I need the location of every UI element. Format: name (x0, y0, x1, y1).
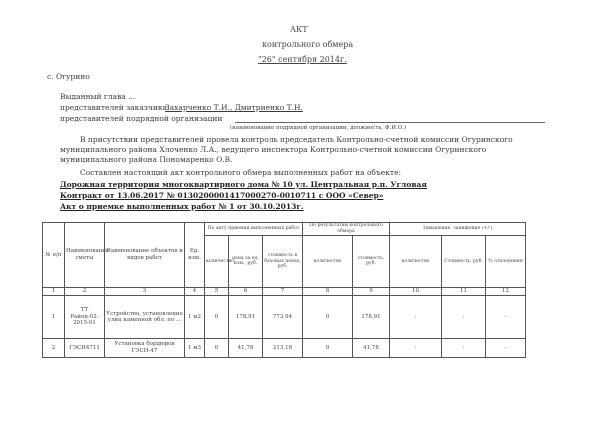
body-p2: муниципального района Хлоченко Л.А., ведущего инспектора Контрольно-счетной комиссии Огуринского (60, 145, 487, 154)
row-d-note: - (486, 296, 526, 339)
index-cell: 10 (390, 287, 442, 296)
row-code: ГЭСН4711 (65, 338, 105, 357)
row-qty: 0 (205, 296, 229, 339)
th-unit: Ед. изм. (185, 223, 205, 288)
index-cell: 7 (263, 287, 303, 296)
row-sum: 213,18 (263, 338, 303, 357)
row-sum: 773,94 (263, 296, 303, 339)
addressee-line2-label: представителей заказчика: (60, 103, 170, 112)
row-d-price: - (442, 338, 486, 357)
th-name: Наименование сметы (65, 223, 105, 288)
row-unit: 1 м3 (185, 338, 205, 357)
index-cell: 1 (43, 287, 65, 296)
th-m-sum: стоимость, руб. (353, 235, 390, 287)
object-line: Дорожная территория многоквартирного дома № 10 ул. Центральная р.п. Угловая (60, 180, 427, 189)
addressee-line2-value: Захарченко Т.И., Дмитриенко Т.Н. (165, 103, 303, 112)
index-cell: 4 (185, 287, 205, 296)
row-price: 41,78 (229, 338, 263, 357)
contract-line: Контракт от 13.06.2017 № 0130200001417000270-0010711 с ООО «Север» (60, 191, 384, 200)
th-d-note: % отклонения (486, 235, 526, 287)
table-row (43, 296, 526, 339)
body-p1: В присутствии представителей провела контроль председатель Контрольно-счетной комиссии Огуринского (80, 135, 513, 144)
index-cell: 5 (205, 287, 229, 296)
addressee-line1: Выданный глава ... (60, 92, 136, 101)
row-num: 2 (43, 338, 65, 357)
row-d-note: - (486, 338, 526, 357)
addressee-line3: представителей подрядной организации (60, 114, 223, 123)
body-p3: муниципального района Пономаренко О.В. (60, 155, 233, 164)
th-m-qty: количество (303, 235, 353, 287)
index-cell: 12 (486, 287, 526, 296)
index-cell: 3 (105, 287, 185, 296)
measurement-table (42, 222, 526, 358)
th-d-price: Стоимость, руб. (442, 235, 486, 287)
row-qty: 0 (205, 338, 229, 357)
index-cell: 8 (303, 287, 353, 296)
index-cell: 2 (65, 287, 105, 296)
doc-date: "26" сентября 2014г. (258, 55, 347, 64)
table-row (43, 338, 526, 357)
body-p4: Составлен настоящий акт контрольного обмера выполненных работ на объекте: (80, 168, 402, 177)
row-m-sum: 41,78 (353, 338, 390, 357)
row-unit: 1 м2 (185, 296, 205, 339)
row-work: Установка бордюров ГЭСН-47 (105, 338, 185, 357)
th-d-qty: количество (390, 235, 442, 287)
th-diff-group: Завышение, занижение (+/-) (390, 223, 526, 236)
doc-subtitle: контрольного обмера (262, 40, 354, 49)
row-d-price: - (442, 296, 486, 339)
row-code: ТТ Район-02-2015-01 (65, 296, 105, 339)
th-act-qty: количество (205, 235, 229, 287)
row-m-qty: 0 (303, 296, 353, 339)
row-num: 1 (43, 296, 65, 339)
th-act-price: цена за ед. изм., руб. (229, 235, 263, 287)
row-m-sum: 178,91 (353, 296, 390, 339)
row-price: 178,91 (229, 296, 263, 339)
row-d-qty: - (390, 338, 442, 357)
th-measure-group: По результатам контрольного обмера (303, 223, 390, 236)
row-m-qty: 0 (303, 338, 353, 357)
th-act-sum: стоимость в базовых ценах, руб. (263, 235, 303, 287)
th-num: № п/п (43, 223, 65, 288)
index-cell: 11 (442, 287, 486, 296)
addressee-caption: (наименование подрядной организации, должность, Ф.И.О.) (230, 125, 407, 131)
index-row (43, 287, 526, 296)
th-work: Наименование объектов и видов работ (105, 223, 185, 288)
index-cell: 6 (229, 287, 263, 296)
row-d-qty: - (390, 296, 442, 339)
location: с. Огурино (47, 72, 90, 81)
index-cell: 9 (353, 287, 390, 296)
act-line: Акт о приемке выполненных работ № 1 от 30.10.2013г. (60, 202, 304, 211)
doc-title: АКТ (290, 25, 308, 34)
th-act-group: По акту приемки выполненных работ (205, 223, 303, 236)
row-work: Устройство, установление улиц каменной обл. по ... (105, 296, 185, 339)
contractor-underline (235, 122, 545, 123)
